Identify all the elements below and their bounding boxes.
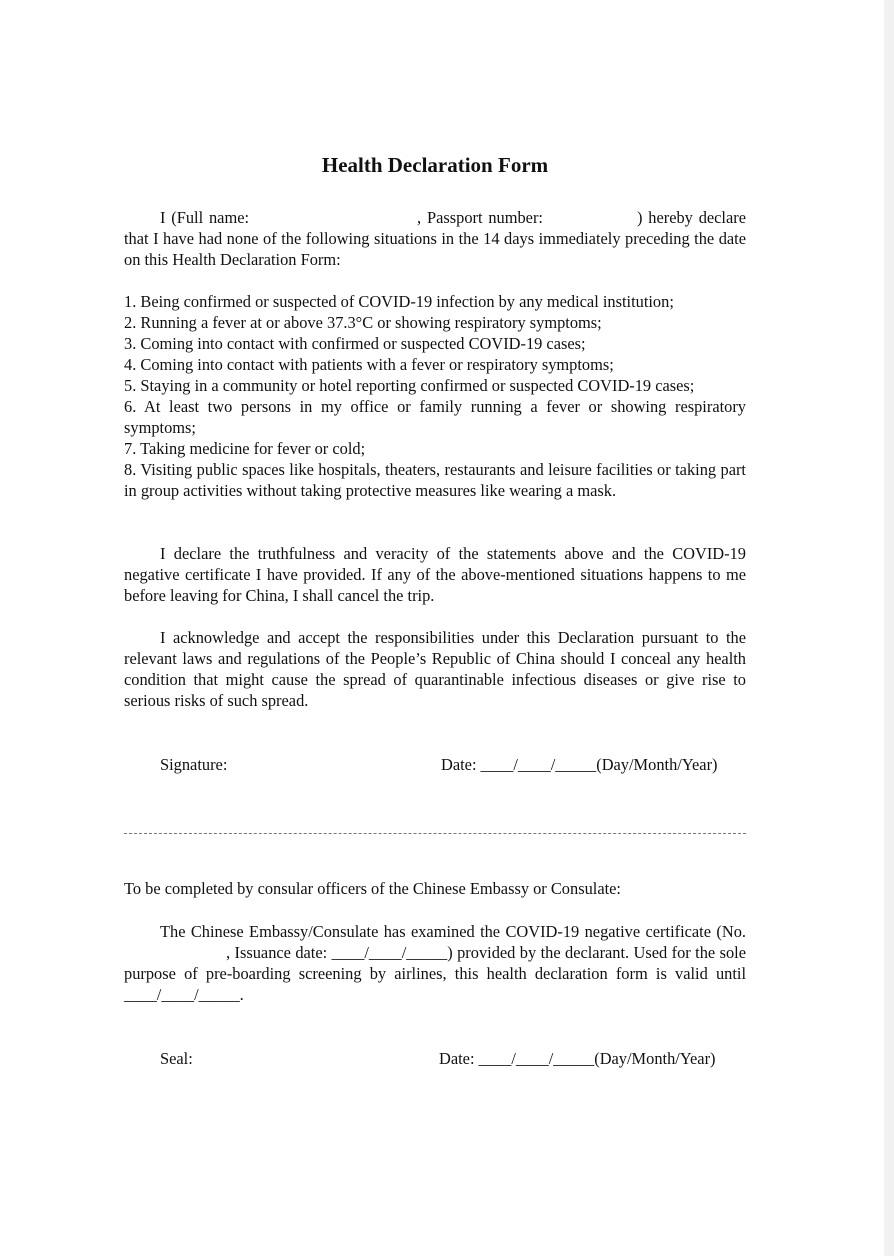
list-item: 1. Being confirmed or suspected of COVID-19 infection by any medical institution;	[124, 292, 674, 311]
list-item: 5. Staying in a community or hotel reporting confirmed or suspected COVID-19 cases;	[124, 376, 695, 395]
signature-label: Signature:	[160, 755, 228, 774]
seal-date[interactable]: Date: ____/____/_____(Day/Month/Year)	[439, 1049, 716, 1068]
cut-line-divider	[124, 833, 746, 834]
intro-text: ) hereby declare that I have had none of the following situations in the 14 days immediately preceding the date on this Health Declaration Form:	[124, 208, 746, 269]
declaration-paragraph: I declare the truthfulness and veracity of the statements above and the COVID-19 negative certificate I have provided. If any of the above-mentioned situations happens to me before leaving for China, I shall cancel the trip.	[124, 544, 746, 605]
list-item: 7. Taking medicine for fever or cold;	[124, 439, 366, 458]
consular-text: The Chinese Embassy/Consulate has examined the COVID-19 negative certificate (No.	[160, 922, 746, 941]
signature-date[interactable]: Date: ____/____/_____(Day/Month/Year)	[441, 755, 718, 774]
passport-label: , Passport number:	[417, 208, 543, 227]
seal-label: Seal:	[160, 1049, 193, 1068]
consular-heading: To be completed by consular officers of the Chinese Embassy or Consulate:	[124, 879, 621, 898]
intro-paragraph	[124, 207, 746, 270]
consular-paragraph	[124, 921, 746, 1005]
list-item: 3. Coming into contact with confirmed or suspected COVID-19 cases;	[124, 334, 586, 353]
acknowledgement-paragraph: I acknowledge and accept the responsibilities under this Declaration pursuant to the relevant laws and regulations of the People’s Republic of China should I conceal any health condition that might cause the spread of quarantinable infectious diseases or give rise to serious risks of such spread.	[124, 628, 746, 710]
list-item: 2. Running a fever at or above 37.3°C or showing respiratory symptoms;	[124, 313, 602, 332]
page-title: Health Declaration Form	[321, 153, 549, 177]
full-name-label: I (Full name:	[160, 208, 250, 227]
list-item: 4. Coming into contact with patients with a fever or respiratory symptoms;	[124, 355, 614, 374]
consular-text-2: , Issuance date: ____/____/_____) provided by the declarant. Used for the sole purpose of pre-boarding screening by airlines, this health declaration form is valid until ____/____/_____.	[124, 943, 746, 1004]
situations-list	[124, 291, 746, 501]
list-item: 6. At least two persons in my office or family running a fever or showing respiratory symptoms;	[124, 397, 746, 437]
page-edge	[884, 0, 894, 1256]
list-item: 8. Visiting public spaces like hospitals, theaters, restaurants and leisure facilities or taking part in group activities without taking protective measures like wearing a mask.	[124, 460, 746, 500]
